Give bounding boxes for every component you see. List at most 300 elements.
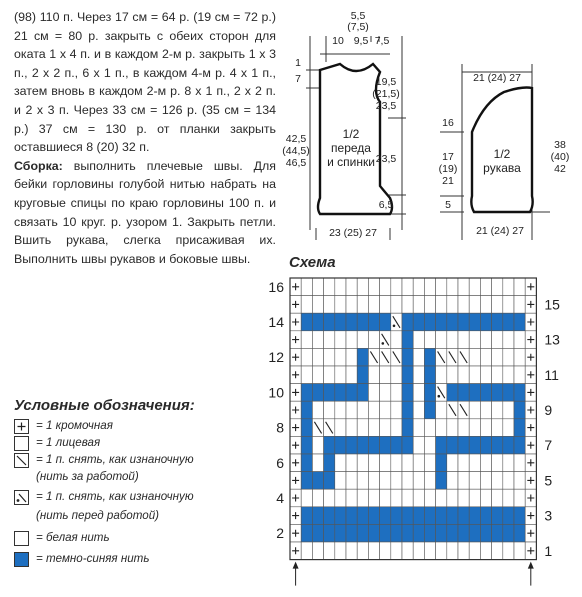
chart-cell [469, 472, 480, 490]
dim-left-7: 7 [295, 73, 301, 85]
chart-cell [458, 313, 469, 331]
row-label-left: 6 [276, 454, 284, 471]
chart-cell [368, 278, 379, 296]
chart-cell [480, 489, 491, 507]
chart-cell [346, 507, 357, 525]
chart-cell [368, 366, 379, 384]
chart-cell [324, 331, 335, 349]
chart-cell [301, 278, 312, 296]
chart-cell [424, 507, 435, 525]
body-label-2: переда [331, 141, 371, 155]
row-label-right: 13 [544, 331, 560, 348]
chart-cell [469, 401, 480, 419]
chart-cell [301, 348, 312, 366]
chart-cell [424, 331, 435, 349]
chart-cell [424, 454, 435, 472]
chart-cell [391, 436, 402, 454]
chart-cell [436, 278, 447, 296]
chart-cell [436, 524, 447, 542]
row-label-right: 7 [544, 437, 553, 454]
dim-sleeve-len-3: 21 [442, 175, 454, 187]
chart-cell [514, 489, 525, 507]
chart-cell [514, 313, 525, 331]
chart-cell [346, 419, 357, 437]
chart-cell [357, 348, 368, 366]
legend-item-text: (нить перед работой) [36, 509, 160, 522]
chart-cell [368, 524, 379, 542]
chart-cell [503, 524, 514, 542]
legend-item-text: = 1 кромочная [36, 419, 113, 432]
chart-cell [312, 366, 323, 384]
chart-cell [492, 278, 503, 296]
chart-cell [346, 524, 357, 542]
chart-cell [480, 313, 491, 331]
chart-cell [480, 524, 491, 542]
chart-cell [480, 454, 491, 472]
chart-cell [312, 296, 323, 314]
chart-cell [335, 313, 346, 331]
dim-hem: 6,5 [378, 199, 394, 211]
chart-cell [458, 278, 469, 296]
chart-cell [346, 366, 357, 384]
chart-cell [469, 296, 480, 314]
chart-cell [391, 401, 402, 419]
chart-cell [391, 296, 402, 314]
chart-cell [480, 542, 491, 560]
dim-armhole-3: 23,5 [375, 100, 397, 112]
chart-cell [413, 454, 424, 472]
chart-cell [312, 489, 323, 507]
chart-cell [436, 366, 447, 384]
chart-cell [469, 489, 480, 507]
chart-cell [436, 331, 447, 349]
chart-cell [492, 472, 503, 490]
chart-cell [480, 278, 491, 296]
chart-cell [503, 436, 514, 454]
dim-armhole-2: (21,5) [372, 88, 400, 100]
dim-sleeve-cap: 16 [442, 117, 454, 129]
chart-cell [458, 524, 469, 542]
chart-cell [503, 348, 514, 366]
chart-cell [492, 524, 503, 542]
knitting-chart [258, 270, 578, 594]
chart-cell [503, 507, 514, 525]
chart-cell [503, 331, 514, 349]
chart-cell [413, 436, 424, 454]
knit-stitch-icon [14, 436, 29, 451]
chart-cell [447, 542, 458, 560]
chart-cell [447, 472, 458, 490]
dim-height-3: 46,5 [285, 157, 307, 169]
chart-cell [346, 348, 357, 366]
chart-cell [413, 278, 424, 296]
chart-cell [301, 366, 312, 384]
chart-cell [514, 296, 525, 314]
row-label-left: 14 [268, 314, 284, 330]
chart-cell [324, 296, 335, 314]
chart-cell [391, 507, 402, 525]
chart-cell [301, 524, 312, 542]
chart-cell [368, 542, 379, 560]
chart-cell [413, 507, 424, 525]
chart-cell [514, 348, 525, 366]
chart-cell [380, 472, 391, 490]
chart-cell [447, 278, 458, 296]
chart-cell [335, 348, 346, 366]
chart-cell [301, 401, 312, 419]
chart-cell [447, 436, 458, 454]
sleeve-label-1: 1/2 [493, 147, 511, 161]
chart-cell [480, 472, 491, 490]
slip-front-dot [438, 395, 441, 398]
chart-cell [357, 419, 368, 437]
edge-stitch-icon [14, 419, 29, 434]
chart-cell [436, 313, 447, 331]
chart-cell [503, 401, 514, 419]
chart-cell [357, 296, 368, 314]
chart-cell [503, 278, 514, 296]
slip-back-icon [14, 453, 29, 468]
chart-cell [424, 489, 435, 507]
chart-cell [480, 331, 491, 349]
chart-cell [469, 331, 480, 349]
chart-cell [324, 436, 335, 454]
chart-cell [312, 454, 323, 472]
chart-cell [324, 278, 335, 296]
chart-cell [480, 436, 491, 454]
chart-cell [368, 454, 379, 472]
chart-cell [380, 278, 391, 296]
dim-sleeve-len-1: 17 [442, 151, 454, 163]
chart-cell [503, 419, 514, 437]
legend-item-text: (нить за работой) [36, 470, 139, 483]
chart-cell [346, 472, 357, 490]
chart-cell [514, 366, 525, 384]
chart-cell [357, 384, 368, 402]
chart-cell [458, 419, 469, 437]
chart-cell [368, 507, 379, 525]
chart-cell [301, 296, 312, 314]
chart-cell [346, 401, 357, 419]
chart-cell [346, 436, 357, 454]
chart-cell [469, 348, 480, 366]
chart-cell [312, 542, 323, 560]
chart-cell [514, 454, 525, 472]
chart-cell [357, 313, 368, 331]
chart-cell [514, 331, 525, 349]
chart-cell [514, 278, 525, 296]
row-label-left: 16 [268, 278, 284, 295]
chart-cell [301, 419, 312, 437]
chart-cell [346, 313, 357, 331]
chart-cell [492, 436, 503, 454]
chart-cell [368, 331, 379, 349]
chart-cell [436, 489, 447, 507]
chart-cell [492, 313, 503, 331]
chart-cell [424, 366, 435, 384]
dim-top-right: 7,5 [374, 35, 390, 47]
chart-cell [391, 489, 402, 507]
chart-cell [458, 472, 469, 490]
chart-cell [424, 419, 435, 437]
chart-cell [312, 524, 323, 542]
chart-cell [391, 419, 402, 437]
chart-cell [391, 454, 402, 472]
chart-cell [391, 472, 402, 490]
dim-side: 23,5 [375, 153, 397, 165]
chart-cell [391, 278, 402, 296]
chart-cell [469, 542, 480, 560]
chart-cell [380, 507, 391, 525]
chart-cell [324, 401, 335, 419]
chart-cell [357, 472, 368, 490]
chart-cell [357, 524, 368, 542]
chart-cell [324, 384, 335, 402]
chart-cell [424, 436, 435, 454]
chart-cell [335, 542, 346, 560]
row-label-right: 11 [544, 366, 559, 383]
dim-height-2: (44,5) [282, 145, 310, 157]
chart-cell [346, 278, 357, 296]
chart-cell [301, 489, 312, 507]
chart-cell [514, 542, 525, 560]
chart-cell [514, 436, 525, 454]
chart-cell [357, 507, 368, 525]
chart-cell [402, 296, 413, 314]
chart-cell [346, 489, 357, 507]
chart-cell [469, 454, 480, 472]
chart-cell [301, 384, 312, 402]
legend-item-text: = 1 п. снять, как изнаночную [36, 490, 194, 503]
chart-cell [324, 366, 335, 384]
chart-cell [469, 278, 480, 296]
chart-cell [301, 507, 312, 525]
chart-cell [503, 489, 514, 507]
chart-cell [492, 542, 503, 560]
chart-cell [335, 419, 346, 437]
chart-cell [380, 384, 391, 402]
chart-cell [357, 401, 368, 419]
dim-armhole-1: 19,5 [375, 76, 397, 88]
chart-cell [312, 278, 323, 296]
chart-cell [312, 472, 323, 490]
chart-cell [324, 472, 335, 490]
chart-cell [469, 384, 480, 402]
chart-cell [413, 331, 424, 349]
chart-cell [413, 472, 424, 490]
chart-cell [469, 313, 480, 331]
chart-cell [357, 489, 368, 507]
row-label-left: 4 [276, 490, 284, 506]
chart-cell [469, 366, 480, 384]
dim-sleeve-top: 21 (24) 27 [473, 72, 521, 84]
chart-cell [335, 472, 346, 490]
chart-cell [413, 419, 424, 437]
chart-cell [424, 524, 435, 542]
chart-cell [436, 472, 447, 490]
chart-cell [312, 331, 323, 349]
legend-item-text: = 1 лицевая [36, 436, 101, 449]
chart-cell [458, 454, 469, 472]
chart-cell [492, 489, 503, 507]
chart-cell [402, 278, 413, 296]
chart-cell [424, 348, 435, 366]
chart-cell [424, 401, 435, 419]
chart-cell [368, 419, 379, 437]
row-label-right: 5 [544, 472, 553, 489]
chart-cell [402, 384, 413, 402]
chart-cell [324, 507, 335, 525]
chart-cell [380, 489, 391, 507]
sleeve-label-2: рукава [483, 161, 521, 175]
chart-cell [503, 313, 514, 331]
chart-cell [402, 401, 413, 419]
chart-cell [380, 401, 391, 419]
chart-cell [413, 313, 424, 331]
chart-cell [391, 542, 402, 560]
instructions-text [14, 8, 276, 268]
chart-cell [346, 542, 357, 560]
chart-cell [514, 419, 525, 437]
chart-cell [402, 454, 413, 472]
chart-cell [469, 419, 480, 437]
chart-cell [346, 296, 357, 314]
chart-arrows [293, 562, 534, 586]
chart-cell [357, 331, 368, 349]
slip-front-icon [14, 490, 29, 505]
chart-cell [335, 278, 346, 296]
chart-cell [324, 524, 335, 542]
dim-height-1: 42,5 [285, 133, 307, 145]
row-label-left: 8 [276, 419, 284, 436]
chart-cell [413, 524, 424, 542]
chart-cell [492, 348, 503, 366]
sleeve-schematic [432, 60, 582, 245]
chart-cell [492, 419, 503, 437]
chart-arrow-head [293, 562, 299, 569]
chart-cell [346, 331, 357, 349]
chart-cell [335, 296, 346, 314]
dim-sleeve-len-2: (19) [438, 163, 458, 175]
chart-cell [324, 542, 335, 560]
dim-sleeve-total-3: 42 [554, 163, 566, 175]
chart-cell [368, 313, 379, 331]
chart-cell [346, 384, 357, 402]
chart-cell [514, 524, 525, 542]
dim-top-neck: 5,5 [350, 10, 366, 22]
chart-cell [346, 454, 357, 472]
chart-cell [335, 454, 346, 472]
row-label-right: 15 [544, 296, 560, 313]
dim-sleeve-total-1: 38 [554, 139, 566, 151]
chart-cell [424, 296, 435, 314]
dim-sleeve-bottom: 21 (24) 27 [476, 225, 524, 237]
slip-front-dot [393, 325, 396, 328]
chart-cell [447, 296, 458, 314]
chart-cell [514, 472, 525, 490]
body-label-3: и спинки [327, 155, 375, 169]
chart-cell [335, 401, 346, 419]
chart-cell [357, 436, 368, 454]
chart-cell [301, 472, 312, 490]
chart-cell [436, 436, 447, 454]
chart-cell [357, 366, 368, 384]
chart-cell [413, 542, 424, 560]
chart-cell [391, 524, 402, 542]
chart-cell [391, 384, 402, 402]
chart-cell [324, 313, 335, 331]
chart-cell [368, 472, 379, 490]
chart-cell [402, 348, 413, 366]
assembly-paragraph [14, 157, 276, 269]
chart-cell [357, 454, 368, 472]
chart-cell [402, 524, 413, 542]
chart-cell [402, 472, 413, 490]
chart-cell [503, 296, 514, 314]
chart-cell [447, 419, 458, 437]
chart-cell [424, 313, 435, 331]
chart-cell [480, 507, 491, 525]
chart-cell [458, 366, 469, 384]
chart-cell [469, 507, 480, 525]
chart-cell [447, 524, 458, 542]
chart-cell [413, 384, 424, 402]
row-label-left: 12 [268, 349, 284, 366]
legend-title: Условные обозначения: [14, 397, 195, 414]
chart-cell [402, 313, 413, 331]
dim-top-left: 10 [332, 35, 344, 47]
chart-cell [447, 366, 458, 384]
chart-cell [458, 384, 469, 402]
dim-sleeve-total-2: (40) [550, 151, 570, 163]
chart-cell [447, 489, 458, 507]
chart-cell [402, 436, 413, 454]
chart-cell [458, 296, 469, 314]
chart-cell [380, 313, 391, 331]
chart-cell [402, 489, 413, 507]
chart-cell [391, 331, 402, 349]
chart-cell [458, 507, 469, 525]
chart-cell [312, 384, 323, 402]
chart-cell [380, 454, 391, 472]
chart-cell [312, 401, 323, 419]
chart-cell [503, 384, 514, 402]
chart-cell [324, 348, 335, 366]
dim-sleeve-cuff: 5 [445, 199, 451, 211]
chart-cell [503, 366, 514, 384]
chart-cell [413, 401, 424, 419]
chart-cell [380, 296, 391, 314]
chart-cell [503, 472, 514, 490]
chart-cell [413, 348, 424, 366]
chart-cell [402, 507, 413, 525]
chart-cell [413, 296, 424, 314]
slip-front-dot [382, 342, 385, 345]
chart-cell [458, 436, 469, 454]
chart-cell [380, 524, 391, 542]
legend-item-text: = 1 п. снять, как изнаночную [36, 453, 194, 466]
chart-cell [447, 454, 458, 472]
chart-cell [447, 331, 458, 349]
chart-cell [480, 384, 491, 402]
chart-cell [447, 507, 458, 525]
body-schematic [280, 2, 420, 242]
chart-cell [436, 401, 447, 419]
assembly-label: Сборка: [14, 158, 63, 173]
chart-cell [368, 384, 379, 402]
chart-cell [436, 454, 447, 472]
chart-cell [324, 454, 335, 472]
